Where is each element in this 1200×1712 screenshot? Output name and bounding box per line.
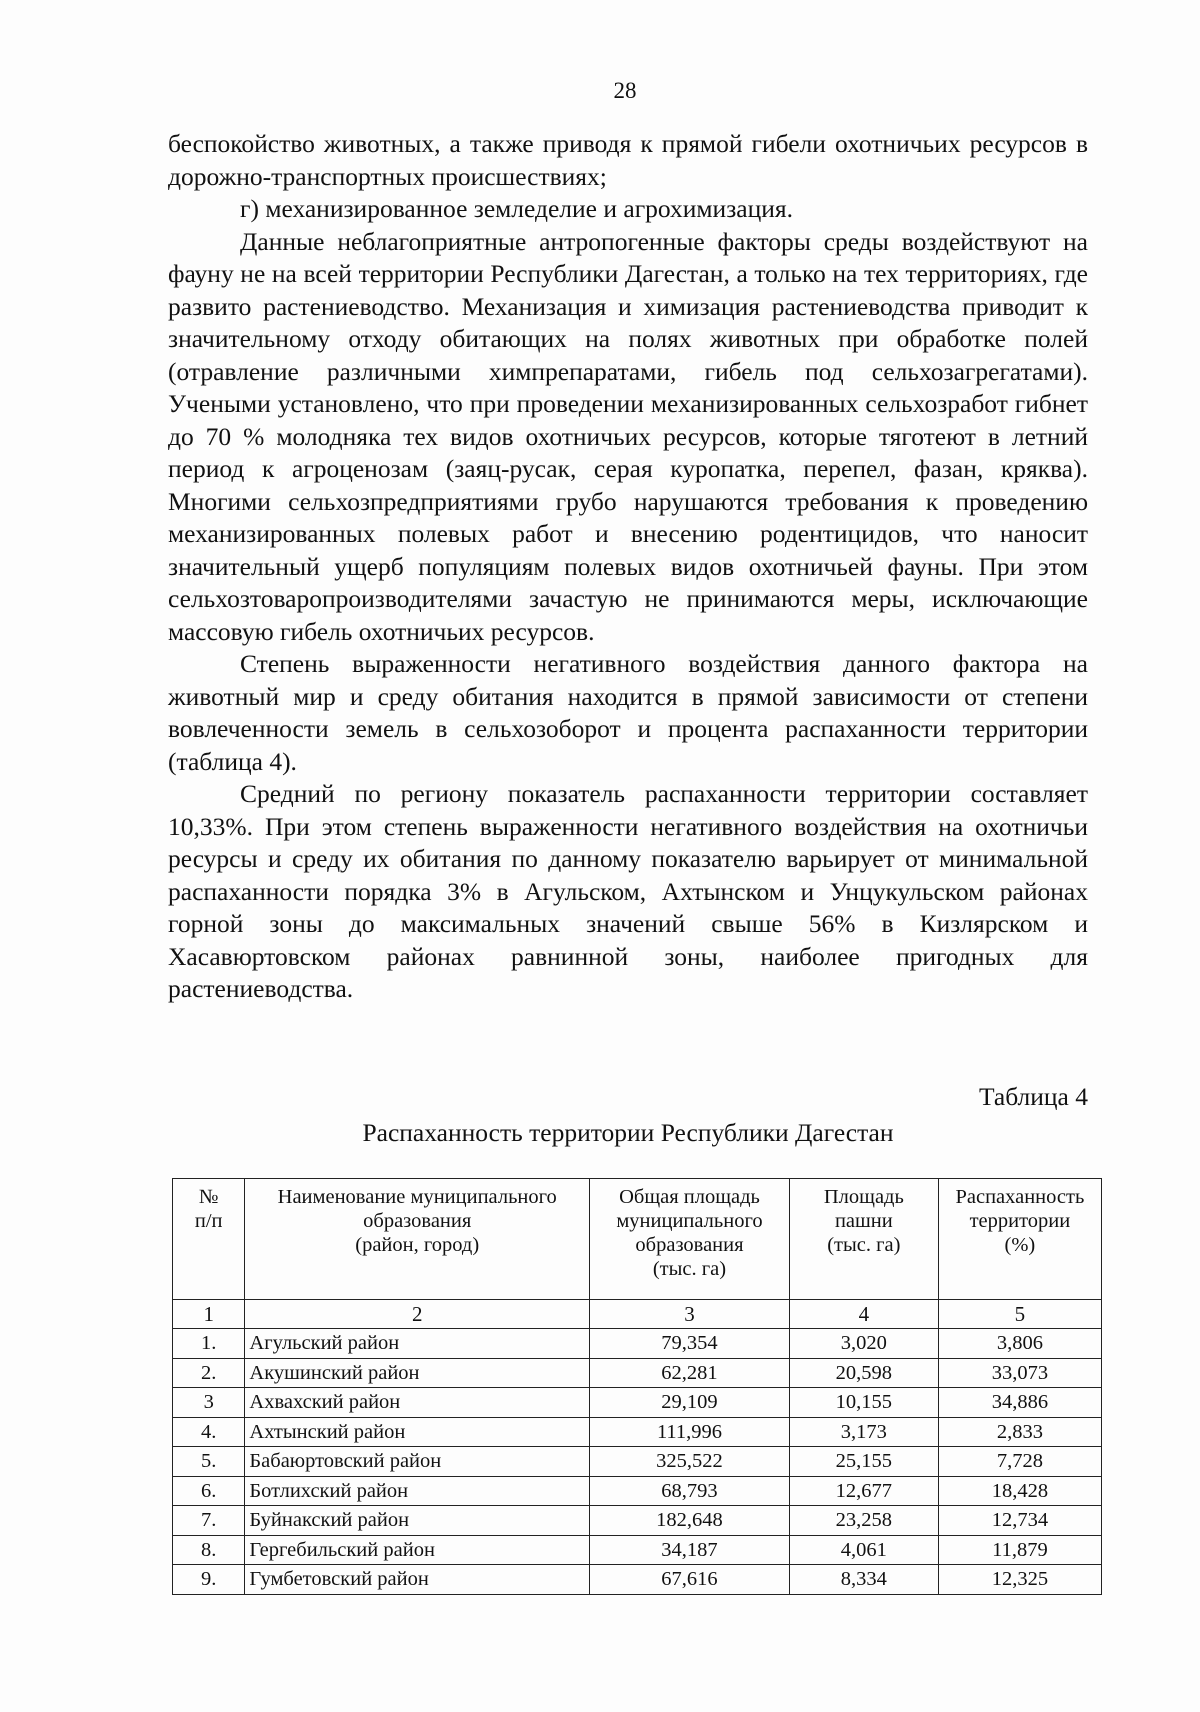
paragraph: беспокойство животных, а также приводя к прямой гибели охотничьих ресурсов в дорожно-транспортных происшествиях; [168,129,1088,191]
cell-total-area: 79,354 [590,1329,790,1359]
cell-plowed-percent: 2,833 [938,1417,1101,1447]
cell-number: 4. [173,1417,245,1447]
cell-arable-area: 12,677 [789,1476,938,1506]
cell-number: 2. [173,1358,245,1388]
cell-total-area: 67,616 [590,1565,790,1595]
cell-plowed-percent: 34,886 [938,1388,1101,1418]
cell-number: 6. [173,1476,245,1506]
table-row [173,1447,1102,1477]
column-number: 4 [789,1300,938,1329]
cell-arable-area: 23,258 [789,1506,938,1536]
column-number: 3 [590,1300,790,1329]
cell-arable-area: 4,061 [789,1535,938,1565]
column-number-row [173,1300,1102,1329]
table-row [173,1476,1102,1506]
cell-plowed-percent: 18,428 [938,1476,1101,1506]
column-number: 5 [938,1300,1101,1329]
cell-arable-area: 3,020 [789,1329,938,1359]
cell-municipality: Гергебильский район [245,1535,590,1565]
table-row [173,1417,1102,1447]
cell-arable-area: 3,173 [789,1417,938,1447]
paragraph: г) механизированное земледелие и агрохимизация. [240,194,793,223]
cell-number: 5. [173,1447,245,1477]
cell-municipality: Акушинский район [245,1358,590,1388]
plowed-area-table [172,1178,1102,1595]
cell-plowed-percent: 7,728 [938,1447,1101,1477]
cell-arable-area: 20,598 [789,1358,938,1388]
header-municipality: Наименование муниципального образования (район, город) [245,1179,590,1300]
cell-number: 1. [173,1329,245,1359]
cell-total-area: 68,793 [590,1476,790,1506]
column-number: 1 [173,1300,245,1329]
table-row [173,1388,1102,1418]
cell-number: 9. [173,1565,245,1595]
header-number: № п/п [173,1179,245,1300]
header-total-area: Общая площадь муниципального образования (тыс. га) [590,1179,790,1300]
paragraph: Данные неблагоприятные антропогенные факторы среды воздействуют на фауну не на всей территории Республики Дагестан, а только на тех территориях, где развито растениеводство. Механизация и химизация растениеводства приводит к значительному отходу обитающих на полях животных при обработке полей (отравление различными химпрепаратами, гибель под сельхозагрегатами). Учеными установлено, что при проведении механизированных сельхозработ гибнет до 70 % молодняка тех видов охотничьих ресурсов, которые тяготеют в летний период к агроценозам (заяц-русак, серая куропатка, перепел, фазан, кряква). Многими сельхозпредприятиями грубо нарушаются требования к проведению механизированных полевых работ и внесению родентицидов, что наносит значительный ущерб популяциям полевых видов охотничьей фауны. При этом сельхозтоваропроизводителями зачастую не принимаются меры, исключающие массовую гибель охотничьих ресурсов. [168,226,1088,646]
cell-municipality: Буйнакский район [245,1506,590,1536]
cell-total-area: 325,522 [590,1447,790,1477]
paragraph: Средний по региону показатель распаханности территории составляет 10,33%. При этом степень выраженности негативного воздействия на охотничьи ресурсы и среду их обитания по данному показателю варьирует от минимальной распаханности порядка 3% в Агульском, Ахтынском и Унцукульском районах горной зоны до максимальных значений свыше 56% в Кизлярском и Хасавюртовском районах равнинной зоны, наиболее пригодных для растениеводства. [168,779,1088,1003]
paragraph: Степень выраженности негативного воздействия данного фактора на животный мир и среду обитания находится в прямой зависимости от степени вовлеченности земель в сельхозоборот и процента распаханности территории (таблица 4). [168,649,1088,776]
cell-plowed-percent: 33,073 [938,1358,1101,1388]
table-row [173,1358,1102,1388]
header-arable-area: Площадь пашни (тыс. га) [789,1179,938,1300]
cell-total-area: 62,281 [590,1358,790,1388]
body-text [168,128,1088,1006]
cell-municipality: Ахтынский район [245,1417,590,1447]
cell-number: 7. [173,1506,245,1536]
cell-total-area: 111,996 [590,1417,790,1447]
cell-total-area: 182,648 [590,1506,790,1536]
cell-number: 3 [173,1388,245,1418]
cell-arable-area: 10,155 [789,1388,938,1418]
header-plowed-percent: Распаханность территории (%) [938,1179,1101,1300]
cell-plowed-percent: 3,806 [938,1329,1101,1359]
cell-municipality: Бабаюртовский район [245,1447,590,1477]
cell-arable-area: 8,334 [789,1565,938,1595]
cell-number: 8. [173,1535,245,1565]
table-header-row [173,1179,1102,1300]
cell-total-area: 29,109 [590,1388,790,1418]
cell-municipality: Ахвахский район [245,1388,590,1418]
cell-total-area: 34,187 [590,1535,790,1565]
cell-municipality: Гумбетовский район [245,1565,590,1595]
table-row [173,1329,1102,1359]
page-number: 28 [613,78,637,103]
cell-plowed-percent: 12,325 [938,1565,1101,1595]
table-row [173,1506,1102,1536]
cell-plowed-percent: 11,879 [938,1535,1101,1565]
cell-municipality: Агульский район [245,1329,590,1359]
cell-arable-area: 25,155 [789,1447,938,1477]
table-row [173,1565,1102,1595]
table-title: Распаханность территории Республики Дагестан [362,1118,894,1147]
column-number: 2 [245,1300,590,1329]
table-row [173,1535,1102,1565]
cell-municipality: Ботлихский район [245,1476,590,1506]
cell-plowed-percent: 12,734 [938,1506,1101,1536]
table-caption: Таблица 4 [978,1082,1088,1111]
